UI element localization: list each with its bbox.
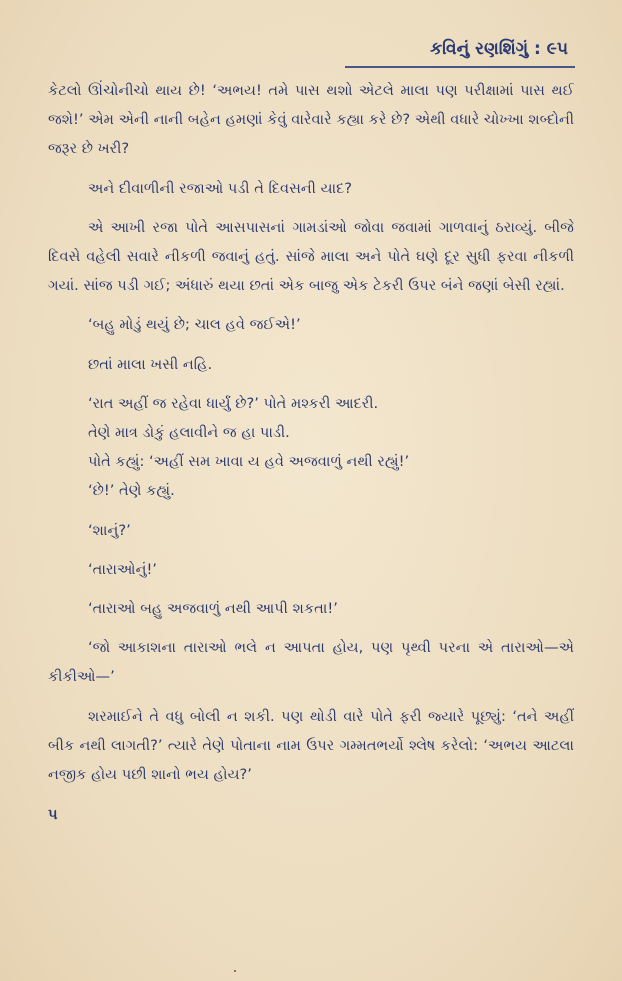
- dialogue-line: ‘તારાઓ બહુ અજવાળું નથી આપી શકતા!’: [88, 600, 338, 618]
- dialogue-line: ‘તારાઓનું!’: [88, 560, 157, 578]
- dialogue-line: છતાં માલા ખસી નહિ.: [88, 355, 213, 373]
- page-body: [48, 76, 574, 789]
- ink-speck: [234, 970, 236, 972]
- running-head: કવિનું રણશિંગું : ૯૫: [430, 39, 568, 59]
- paragraph-continued: કેટલો ઊંચોનીચો થાય છે! ‘અભય! તમે પાસ થશો એટલે માલા પણ પરીક્ષામાં પાસ થઈ જશે!’ એમ એની નાની બહેન હમણાં કેવું વારેવારે કહ્યા કરે છે? એથી વધારે ચોખ્ખા શબ્દોની જરૂર છે ખરી?: [48, 82, 574, 158]
- dialogue-line: ‘બહુ મોડું થયું છે; ચાલ હવે જઈએ!’: [88, 316, 301, 334]
- dialogue-line: પોતે કહ્યું: ‘અહીં સમ ખાવા ય હવે અજવાળું નથી રહ્યું!’: [88, 453, 410, 471]
- paragraph: ‘જો આકાશના તારાઓ ભલે ન આપતા હોય, પણ પૃથ્વી પરના એ તારાઓ—એ કીકીઓ—’: [48, 639, 574, 686]
- dialogue-line: ‘છે!’ તેણે કહ્યું.: [88, 482, 175, 500]
- paragraph: શરમાઈને તે વધુ બોલી ન શકી. પણ થોડી વારે પોતે ફરી જ્યારે પૂછ્યું: ‘તને અહીં બીક નથી લાગતી?’ ત્યારે તેણે પોતાના નામ ઉપર ગમ્મતભર્યો શ્લેષ કરેલો: ‘અભય આટલા નજીક હોય પછી શાનો ભય હોય?’: [48, 707, 574, 784]
- dialogue-line: ‘રાત અહીં જ રહેવા ધાર્યું છે?’ પોતે મશ્કરી આદરી.: [88, 394, 379, 412]
- signature-mark: ૫: [48, 806, 58, 824]
- dialogue-line: ‘શાનું?’: [88, 521, 131, 539]
- dialogue-line: તેણે માત્ર ડોકું હલાવીને જ હા પાડી.: [88, 424, 290, 442]
- running-head-rule: [345, 66, 575, 68]
- paragraph: એ આખી રજા પોતે આસપાસનાં ગામડાંઓ જોવા જવામાં ગાળવાનું ઠરાવ્યું. બીજે દિવસે વહેલી સવારે નીકળી જવાનું હતું. સાંજે માલા અને પોતે ઘણે દૂર સુધી ફરવા નીકળી ગયાં. સાંજ પડી ગઈ; અંધારું થયા છતાં એક બાજુ એક ટેકરી ઉપર બંને જણાં બેસી રહ્યાં.: [48, 218, 574, 295]
- paragraph: અને દીવાળીની રજાઓ પડી તે દિવસની યાદ?: [88, 179, 353, 197]
